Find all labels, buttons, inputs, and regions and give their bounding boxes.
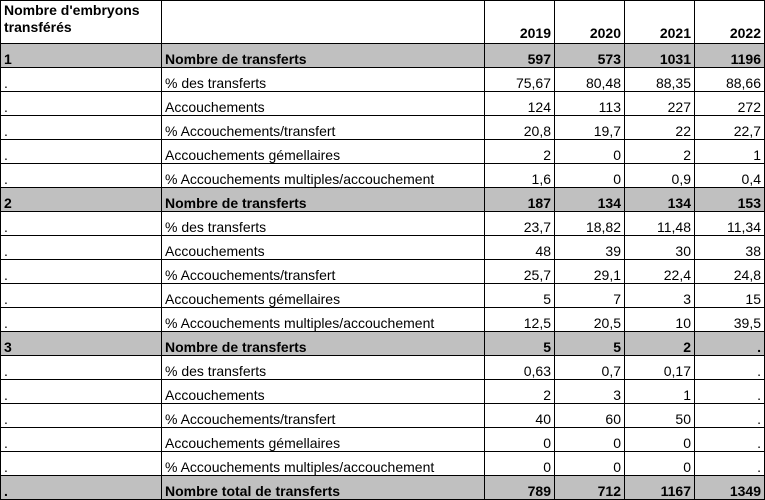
value-cell-2022: 38: [695, 236, 765, 260]
value-cell-2019: 5: [485, 332, 555, 356]
embryo-count-cell: .: [1, 236, 162, 260]
value-cell-2020: 5: [555, 332, 625, 356]
value-cell-2021: 88,35: [625, 68, 695, 92]
value-cell-2021: 227: [625, 92, 695, 116]
metric-label-cell: Nombre de transferts: [162, 332, 485, 356]
table-row: [1, 356, 765, 380]
value-cell-2019: 0,63: [485, 356, 555, 380]
value-cell-2020: 134: [555, 188, 625, 212]
value-cell-2021: 30: [625, 236, 695, 260]
value-cell-2021: 22,4: [625, 260, 695, 284]
table-row: [1, 164, 765, 188]
table-row: [1, 236, 765, 260]
value-cell-2019: 20,8: [485, 116, 555, 140]
value-cell-2019: 0: [485, 428, 555, 452]
value-cell-2021: 50: [625, 404, 695, 428]
value-cell-2020: 80,48: [555, 68, 625, 92]
metric-label-cell: % Accouchements/transfert: [162, 404, 485, 428]
value-cell-2019: 789: [485, 476, 555, 500]
header-year-2021: 2021: [625, 1, 695, 44]
value-cell-2020: 0,7: [555, 356, 625, 380]
embryo-count-cell: .: [1, 140, 162, 164]
value-cell-2019: 597: [485, 44, 555, 68]
metric-label-cell: % Accouchements/transfert: [162, 116, 485, 140]
value-cell-2020: 60: [555, 404, 625, 428]
value-cell-2019: 124: [485, 92, 555, 116]
metric-label-cell: Accouchements: [162, 236, 485, 260]
embryo-count-cell: .: [1, 308, 162, 332]
value-cell-2020: 0: [555, 140, 625, 164]
metric-label-cell: Accouchements gémellaires: [162, 140, 485, 164]
value-cell-2021: 11,48: [625, 212, 695, 236]
value-cell-2019: 2: [485, 140, 555, 164]
value-cell-2022: 22,7: [695, 116, 765, 140]
total-row: [1, 476, 765, 500]
group-row: [1, 44, 765, 68]
value-cell-2020: 3: [555, 380, 625, 404]
metric-label-cell: % Accouchements multiples/accouchement: [162, 308, 485, 332]
embryo-count-cell: .: [1, 260, 162, 284]
value-cell-2021: 1167: [625, 476, 695, 500]
embryo-count-cell: .: [1, 68, 162, 92]
value-cell-2022: .: [695, 452, 765, 476]
metric-label-cell: Nombre de transferts: [162, 44, 485, 68]
value-cell-2022: .: [695, 428, 765, 452]
metric-label-cell: Accouchements gémellaires: [162, 284, 485, 308]
value-cell-2022: .: [695, 332, 765, 356]
value-cell-2020: 0: [555, 164, 625, 188]
group-row: [1, 332, 765, 356]
value-cell-2019: 75,67: [485, 68, 555, 92]
value-cell-2021: 1: [625, 380, 695, 404]
table-row: [1, 68, 765, 92]
metric-label-cell: Accouchements: [162, 380, 485, 404]
embryo-count-cell: .: [1, 476, 162, 500]
value-cell-2019: 1,6: [485, 164, 555, 188]
metric-label-cell: Nombre de transferts: [162, 188, 485, 212]
table-row: [1, 452, 765, 476]
value-cell-2022: 39,5: [695, 308, 765, 332]
embryo-count-cell: .: [1, 356, 162, 380]
value-cell-2022: 1: [695, 140, 765, 164]
metric-label-cell: Accouchements: [162, 92, 485, 116]
table-row: [1, 284, 765, 308]
header-embryo-count: Nombre d'embryons transférés: [1, 1, 162, 44]
value-cell-2021: 2: [625, 332, 695, 356]
metric-label-cell: % Accouchements multiples/accouchement: [162, 164, 485, 188]
value-cell-2020: 0: [555, 452, 625, 476]
embryo-count-cell: .: [1, 404, 162, 428]
value-cell-2020: 29,1: [555, 260, 625, 284]
value-cell-2019: 5: [485, 284, 555, 308]
header-year-2020: 2020: [555, 1, 625, 44]
table-row: [1, 140, 765, 164]
header-label-blank: [162, 1, 485, 44]
metric-label-cell: Nombre total de transferts: [162, 476, 485, 500]
value-cell-2022: 24,8: [695, 260, 765, 284]
value-cell-2021: 0: [625, 428, 695, 452]
header-year-2019: 2019: [485, 1, 555, 44]
metric-label-cell: % Accouchements/transfert: [162, 260, 485, 284]
value-cell-2022: .: [695, 356, 765, 380]
table-row: [1, 308, 765, 332]
value-cell-2022: 88,66: [695, 68, 765, 92]
header-year-2022: 2022: [695, 1, 765, 44]
value-cell-2022: 1196: [695, 44, 765, 68]
value-cell-2021: 3: [625, 284, 695, 308]
table-row: [1, 116, 765, 140]
embryo-count-cell: .: [1, 92, 162, 116]
value-cell-2020: 18,82: [555, 212, 625, 236]
value-cell-2022: 0,4: [695, 164, 765, 188]
value-cell-2022: 272: [695, 92, 765, 116]
table-row: [1, 212, 765, 236]
value-cell-2022: 1349: [695, 476, 765, 500]
value-cell-2020: 712: [555, 476, 625, 500]
value-cell-2019: 0: [485, 452, 555, 476]
header-row: [1, 1, 765, 44]
table-row: [1, 428, 765, 452]
table-row: [1, 404, 765, 428]
table-row: [1, 260, 765, 284]
value-cell-2021: 22: [625, 116, 695, 140]
value-cell-2022: .: [695, 404, 765, 428]
value-cell-2021: 10: [625, 308, 695, 332]
value-cell-2021: 1031: [625, 44, 695, 68]
embryo-count-cell: .: [1, 284, 162, 308]
embryo-count-cell: .: [1, 452, 162, 476]
embryo-count-cell: .: [1, 428, 162, 452]
metric-label-cell: % des transferts: [162, 212, 485, 236]
value-cell-2020: 573: [555, 44, 625, 68]
table-row: [1, 92, 765, 116]
embryo-count-cell: .: [1, 164, 162, 188]
value-cell-2020: 19,7: [555, 116, 625, 140]
value-cell-2020: 39: [555, 236, 625, 260]
embryo-count-cell: 1: [1, 44, 162, 68]
value-cell-2020: 7: [555, 284, 625, 308]
value-cell-2019: 187: [485, 188, 555, 212]
value-cell-2020: 20,5: [555, 308, 625, 332]
value-cell-2019: 48: [485, 236, 555, 260]
table-row: [1, 380, 765, 404]
embryo-count-cell: .: [1, 212, 162, 236]
value-cell-2019: 23,7: [485, 212, 555, 236]
metric-label-cell: % Accouchements multiples/accouchement: [162, 452, 485, 476]
value-cell-2022: .: [695, 380, 765, 404]
value-cell-2022: 15: [695, 284, 765, 308]
metric-label-cell: Accouchements gémellaires: [162, 428, 485, 452]
value-cell-2021: 134: [625, 188, 695, 212]
value-cell-2022: 11,34: [695, 212, 765, 236]
embryo-count-cell: 3: [1, 332, 162, 356]
value-cell-2019: 25,7: [485, 260, 555, 284]
metric-label-cell: % des transferts: [162, 356, 485, 380]
value-cell-2021: 2: [625, 140, 695, 164]
value-cell-2019: 12,5: [485, 308, 555, 332]
value-cell-2020: 113: [555, 92, 625, 116]
value-cell-2019: 2: [485, 380, 555, 404]
value-cell-2021: 0,17: [625, 356, 695, 380]
embryo-count-cell: 2: [1, 188, 162, 212]
value-cell-2021: 0,9: [625, 164, 695, 188]
embryo-count-cell: .: [1, 116, 162, 140]
metric-label-cell: % des transferts: [162, 68, 485, 92]
embryo-count-cell: .: [1, 380, 162, 404]
group-row: [1, 188, 765, 212]
value-cell-2022: 153: [695, 188, 765, 212]
value-cell-2021: 0: [625, 452, 695, 476]
value-cell-2019: 40: [485, 404, 555, 428]
value-cell-2020: 0: [555, 428, 625, 452]
